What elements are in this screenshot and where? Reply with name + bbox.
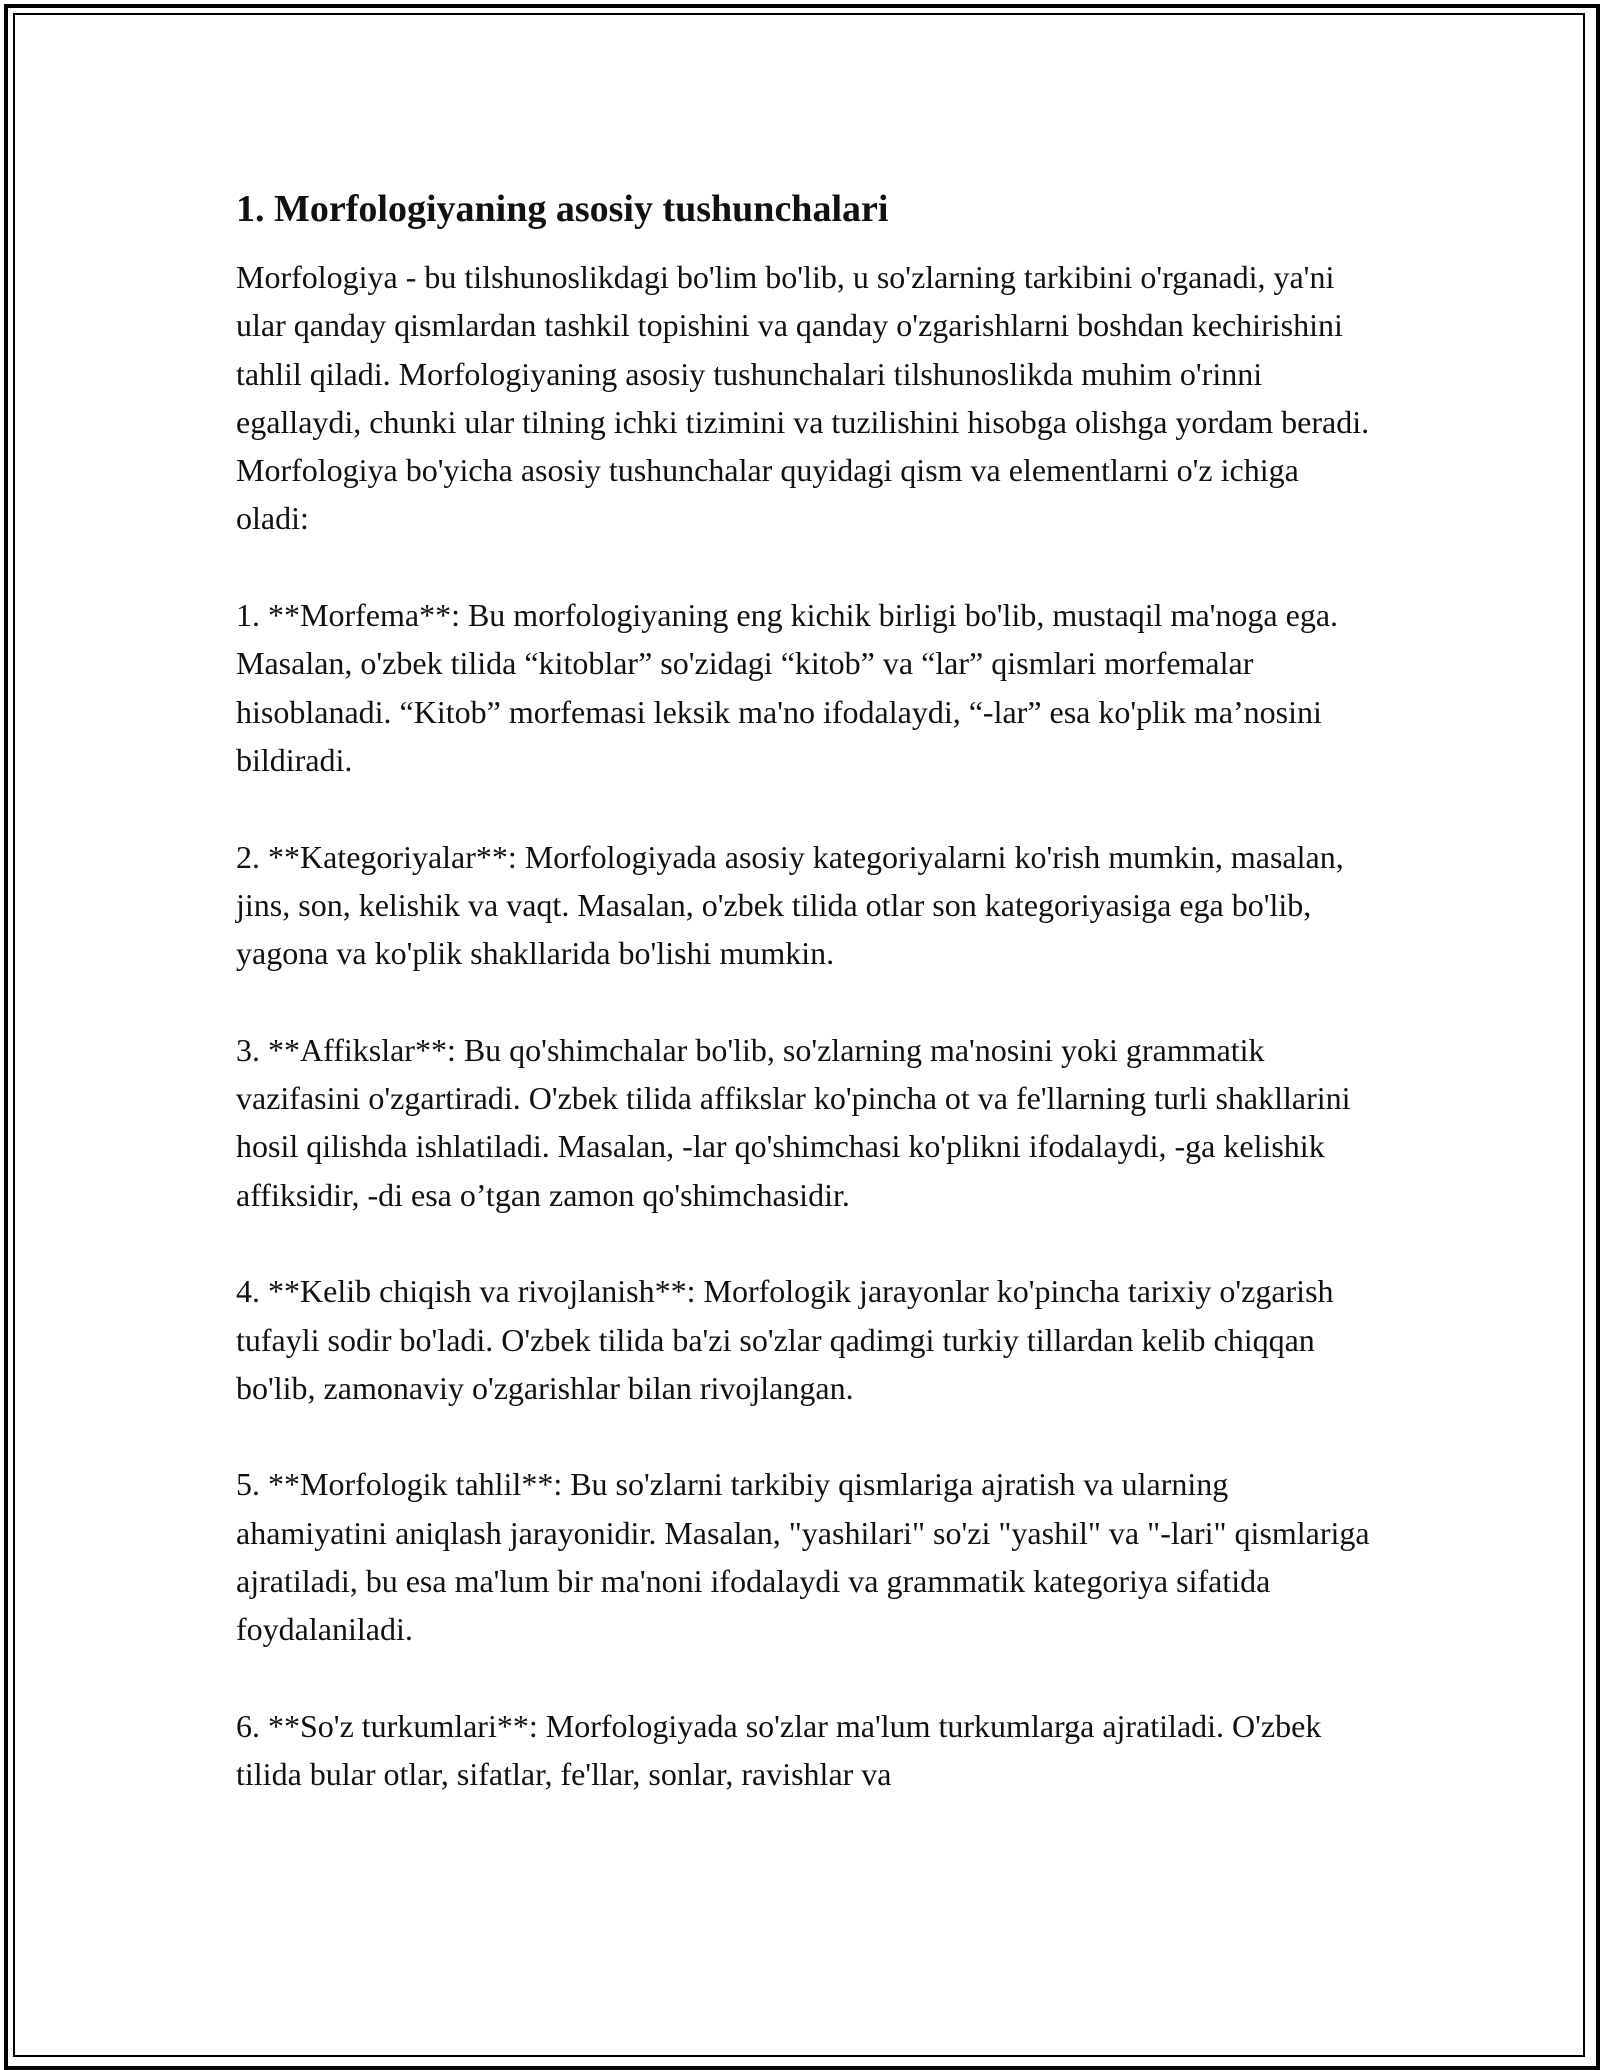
page-title: 1. Morfologiyaning asosiy tushunchalari <box>236 188 889 230</box>
paragraph-morfologik-tahlil: 5. **Morfologik tahlil**: Bu so'zlarni tarkibiy qismlariga ajratish va ularning ahamiyatini aniqlash jarayonidir. Masalan, "yashilari" so'zi "yashil" va "-lari" qismlariga ajratiladi, bu esa ma'lum bir ma'noni ifodalaydi va grammatik kategoriya sifatida foydalaniladi. <box>236 1466 1370 1648</box>
paragraph-soz-turkumlari: 6. **So'z turkumlari**: Morfologiyada so'zlar ma'lum turkumlarga ajratiladi. O'zbek tilida bular otlar, sifatlar, fe'llar, sonlar, ravishlar va <box>236 1707 1322 1793</box>
paragraph-kategoriyalar: 2. **Kategoriyalar**: Morfologiyada asosiy kategoriyalarni ko'rish mumkin, masalan, jins, son, kelishik va vaqt. Masalan, o'zbek tilida otlar son kategoriyasiga ega bo'lib, yagona va ko'plik shakllarida bo'lishi mumkin. <box>236 838 1344 972</box>
intro-paragraph: Morfologiya - bu tilshunoslikdagi bo'lim bo'lib, u so'zlarning tarkibini o'rganadi, ya'ni ular qanday qismlardan tashkil topishini va qanday o'zgarishlarni boshdan kechirishini tahlil qiladi. Morfologiyaning asosiy tushunchalari tilshunoslikda muhim o'rinni egallaydi, chunki ular tilning ichki tizimini va tuzilishini hisobga olishga yordam beradi. Morfologiya bo'yicha asosiy tushunchalar quyidagi qism va elementlarni o'z ichiga oladi: <box>236 259 1370 537</box>
paragraph-kelib-chiqish: 4. **Kelib chiqish va rivojlanish**: Morfologik jarayonlar ko'pincha tarixiy o'zgarish tufayli sodir bo'ladi. O'zbek tilida ba'zi so'zlar qadimgi turkiy tillardan kelib chiqqan bo'lib, zamonaviy o'zgarishlar bilan rivojlangan. <box>236 1273 1334 1406</box>
document-body <box>236 185 1376 1799</box>
paragraph-affikslar: 3. **Affikslar**: Bu qo'shimchalar bo'lib, so'zlarning ma'nosini yoki grammatik vazifasini o'zgartiradi. O'zbek tilida affikslar ko'pincha ot va fe'llarning turli shakllarini hosil qilishda ishlatiladi. Masalan, -lar qo'shimchasi ko'plikni ifodalaydi, -ga kelishik affiksidir, -di esa o’tgan zamon qo'shimchasidir. <box>236 1031 1351 1213</box>
paragraph-morfema: 1. **Morfema**: Bu morfologiyaning eng kichik birligi bo'lib, mustaqil ma'noga ega. Masalan, o'zbek tilida “kitoblar” so'zidagi “kitob” va “lar” qismlari morfemalar hisoblanadi. “Kitob” morfemasi leksik ma'no ifodalaydi, “-lar” esa ko'plik ma’nosini bildiradi. <box>236 597 1339 778</box>
